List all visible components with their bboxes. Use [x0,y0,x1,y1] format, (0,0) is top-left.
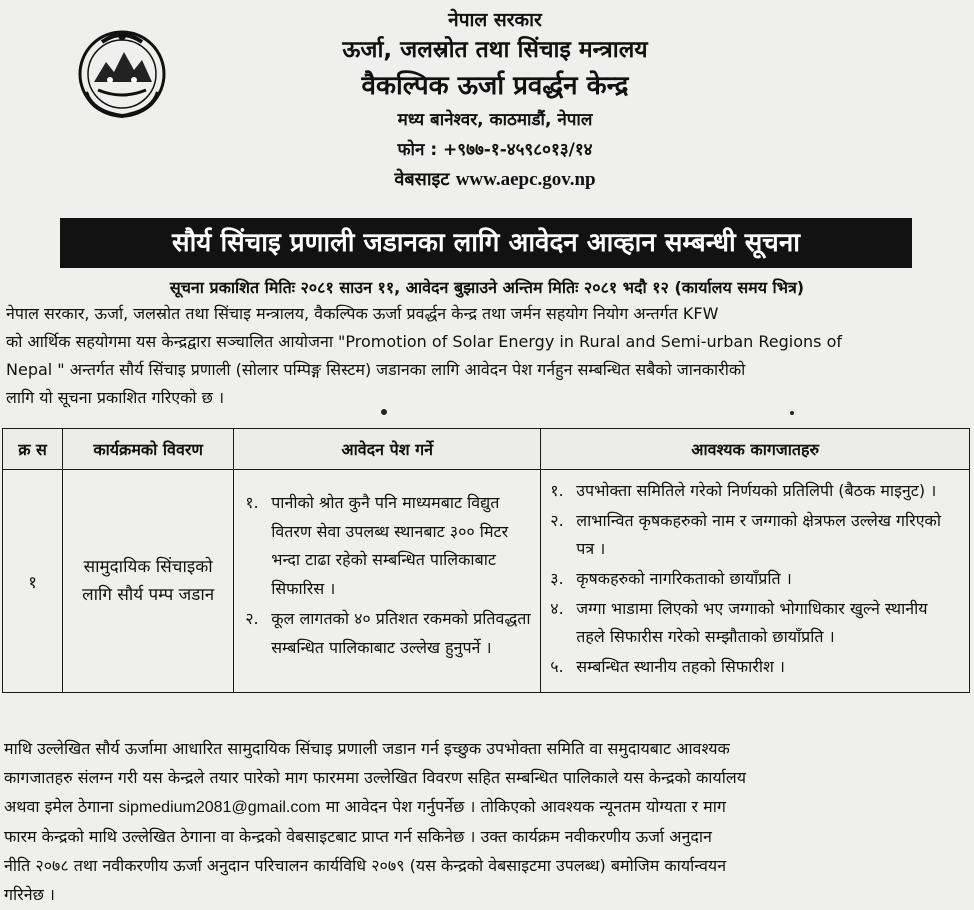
item-text: सम्बन्धित स्थानीय तहको सिफारीश । [576,657,785,676]
cell-apply [234,470,541,693]
intro-line: Nepal " अन्तर्गत सौर्य सिंचाइ प्रणाली (सोलार पम्पिङ्ग सिस्टम) जडानका लागि आवेदन पेश गर्नहुन सम्बन्धित सबैको जानकारीको [6,360,746,379]
item-text: कूल लागतको ४० प्रतिशत रकमको प्रतिवद्धता सम्बन्धित पालिकाबाट उल्लेख हुनुपर्ने । [271,609,531,657]
cell-program: सामुदायिक सिंचाइको लागि सौर्य पम्प जडान [63,470,234,693]
cell-sn: १ [3,470,63,693]
closing-text: मा आवेदन पेश गर्नुपर्नेछ । तोकिएको आवश्यक न्यूनतम योग्यता र माग [325,797,726,816]
notice-title: सौर्य सिंचाइ प्रणाली जडानका लागि आवेदन आव्हान सम्बन्धी सूचना [60,218,912,268]
address: मध्य बानेश्वर, काठमाडौं, नेपाल [397,110,593,130]
intro-line: को आर्थिक सहयोगमा यस केन्द्रद्वारा सञ्चालित आयोजना "Promotion of Solar Energy in Rural and Semi-urban Regions of [6,332,843,351]
list-item [546,507,960,563]
organization-name: वैकल्पिक ऊर्जा प्रवर्द्धन केन्द्र [361,71,629,101]
item-number: २. [550,511,564,530]
notice-dates: सूचना प्रकाशित मितिः २०८१ साउन ११, आवेदन बुझाउने अन्तिम मितिः २०८१ भदौ १२ (कार्यालय समय भित्र) [169,278,805,297]
closing-line: फारम केन्द्रको माथि उल्लेखित ठेगाना वा केन्द्रको वेबसाइटबाट प्राप्त गर्न सकिनेछ । उक्त कार्यक्रम नवीकरणीय ऊर्जा अनुदान [4,827,712,846]
requirements-table [2,428,970,693]
item-text: जग्गा भाडामा लिएको भए जग्गाको भोगाधिकार खुल्ने स्थानीय तहले सिफारीस गरेको सम्झौताको छायाँप्रति । [576,599,928,646]
item-number: १. [550,481,564,500]
website-label: वेबसाइट [394,169,450,190]
col-header-sn: क्र स [3,429,63,470]
closing-line: गरिनेछ । [4,885,55,904]
col-header-documents: आवश्यक कागजातहरु [541,429,970,470]
website [200,165,790,195]
phone: फोन : +९७७-१-४५९८०१३/१४ [397,140,593,160]
list-item [546,565,960,593]
col-header-program: कार्यक्रमको विवरण [63,429,234,470]
closing-line: नीति २०७८ तथा नवीकरणीय ऊर्जा अनुदान परिचालन कार्यविधि २०७९ (यस केन्द्रको वेबसाइटमा उपलब्ध) बमोजिम कार्यान्वयन [4,856,727,875]
col-header-apply: आवेदन पेश गर्ने [234,429,541,470]
list-item [241,489,531,603]
government-name: नेपाल सरकार [448,9,542,31]
letterhead [200,6,790,195]
item-text: पानीको श्रोत कुनै पनि माध्यमबाट विद्युत वितरण सेवा उपलब्ध स्थानबाट ३०० मिटर भन्दा टाढा रहेको सम्बन्धित पालिकाबाट सिफारिस । [271,493,509,598]
closing-line [4,792,968,822]
table-header-row [3,429,970,470]
item-number: ३. [550,569,564,588]
print-speck [790,411,794,415]
nepal-government-emblem-icon [72,22,172,122]
list-item [546,595,960,651]
closing-line: कागजातहरु संलग्न गरी यस केन्द्रले तयार पारेको माग फारममा उल्लेखित विवरण सहित सम्बन्धित पालिकाले यस केन्द्रको कार्यालय [4,768,746,787]
list-item [241,605,531,662]
intro-line: लागि यो सूचना प्रकाशित गरिएको छ । [6,388,225,407]
email-address[interactable]: sipmedium2081@gmail.com [118,799,321,816]
item-text: कृषकहरुको नागरिकताको छायाँप्रति । [576,569,792,588]
table-row [3,470,970,693]
list-item [546,477,960,505]
cell-documents [541,470,970,693]
item-number: १. [245,493,259,512]
closing-line: माथि उल्लेखित सौर्य ऊर्जामा आधारित सामुदायिक सिंचाइ प्रणाली जडान गर्न इच्छुक उपभोक्ता समिति वा समुदायबाट आवश्यक [4,739,730,758]
item-text: उपभोक्ता समितिले गरेको निर्णयको प्रतिलिपी (बैठक माइनुट) । [576,481,937,500]
item-number: २. [245,609,259,628]
closing-text: अथवा इमेल ठेगाना [4,797,114,816]
intro-paragraph [6,300,968,412]
item-number: ५. [550,657,564,676]
item-text: लाभान्वित कृषकहरुको नाम र जग्गाको क्षेत्रफल उल्लेख गरिएको पत्र । [576,511,941,558]
print-speck [381,409,387,415]
intro-line: नेपाल सरकार, ऊर्जा, जलस्रोत तथा सिंचाइ मन्त्रालय, वैकल्पिक ऊर्जा प्रवर्द्धन केन्द्र तथा जर्मन सहयोग नियोग अन्तर्गत KFW [6,304,719,323]
item-number: ४. [550,599,564,618]
ministry-name: ऊर्जा, जलस्रोत तथा सिंचाइ मन्त्रालय [342,37,648,63]
list-item [546,653,960,681]
website-url: www.aepc.gov.np [455,169,596,190]
closing-paragraph [4,734,968,909]
